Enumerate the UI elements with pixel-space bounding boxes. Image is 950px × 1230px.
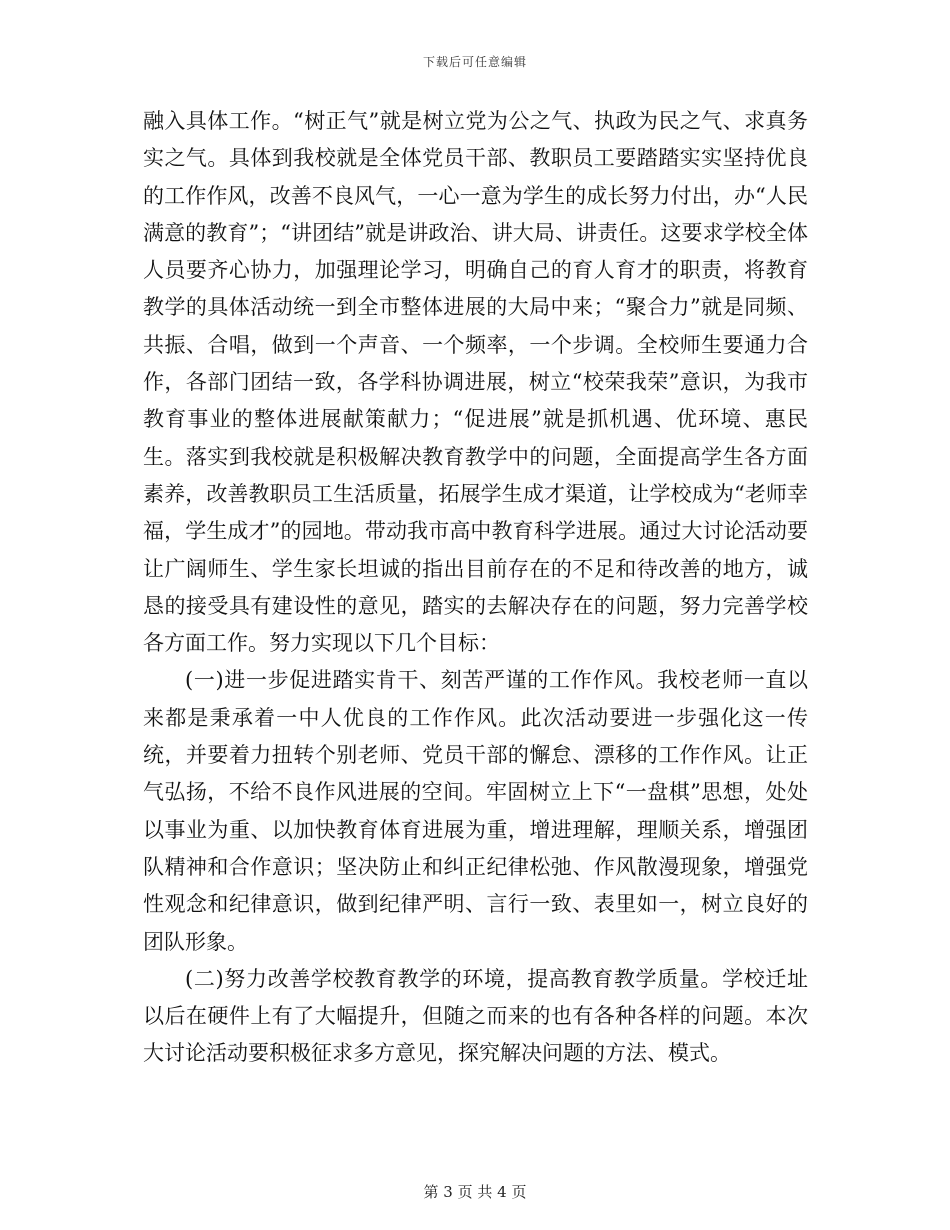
paragraph-2: (一)进一步促进踏实肯干、刻苦严谨的工作作风。我校老师一直以来都是秉承着一中人优良的工作作风。此次活动要进一步强化这一传统，并要着力扭转个别老师、党员干部的懈怠、漂移的工作作风。让正气弘扬，不给不良作风进展的空间。牢固树立上下“一盘棋”思想，处处以事业为重、以加快教育体育进展为重，增进理解，理顺关系，增强团队精神和合作意识；坚决防止和纠正纪律松弛、作风散漫现象，增强党性观念和纪律意识，做到纪律严明、言行一致、表里如一，树立良好的团队形象。 xyxy=(143,668,808,954)
document-body xyxy=(143,103,808,1073)
page-footer xyxy=(0,1181,950,1202)
paragraph-3: (二)努力改善学校教育教学的环境，提高教育教学质量。学校迁址以后在硬件上有了大幅提升，但随之而来的也有各种各样的问题。本次大讨论活动要积极征求多方意见，探究解决问题的方法、模式。 xyxy=(143,966,808,1066)
page-number: 第 3 页 共 4 页 xyxy=(423,1183,527,1201)
paragraph-1: 融入具体工作。“树正气”就是树立党为公之气、执政为民之气、求真务实之气。具体到我校就是全体党员干部、教职员工要踏踏实实坚持优良的工作作风，改善不良风气，一心一意为学生的成长努力付出，办“人民满意的教育”；“讲团结”就是讲政治、讲大局、讲责任。这要求学校全体人员要齐心协力，加强理论学习，明确自己的育人育才的职责，将教育教学的具体活动统一到全市整体进展的大局中来；“聚合力”就是同频、共振、合唱，做到一个声音、一个频率，一个步调。全校师生要通力合作，各部门团结一致，各学科协调进展，树立“校荣我荣”意识，为我市教育事业的整体进展献策献力；“促进展”就是抓机遇、优环境、惠民生。落实到我校就是积极解决教育教学中的问题，全面提高学生各方面素养，改善教职员工生活质量，拓展学生成才渠道，让学校成为“老师幸福，学生成才”的园地。带动我市高中教育科学进展。通过大讨论活动要让广阔师生、学生家长坦诚的指出目前存在的不足和待改善的地方，诚恳的接受具有建设性的意见，踏实的去解决存在的问题，努力完善学校各方面工作。努力实现以下几个目标： xyxy=(143,109,808,656)
header-note: 下载后可任意编辑 xyxy=(422,55,527,69)
page-header xyxy=(0,53,950,70)
